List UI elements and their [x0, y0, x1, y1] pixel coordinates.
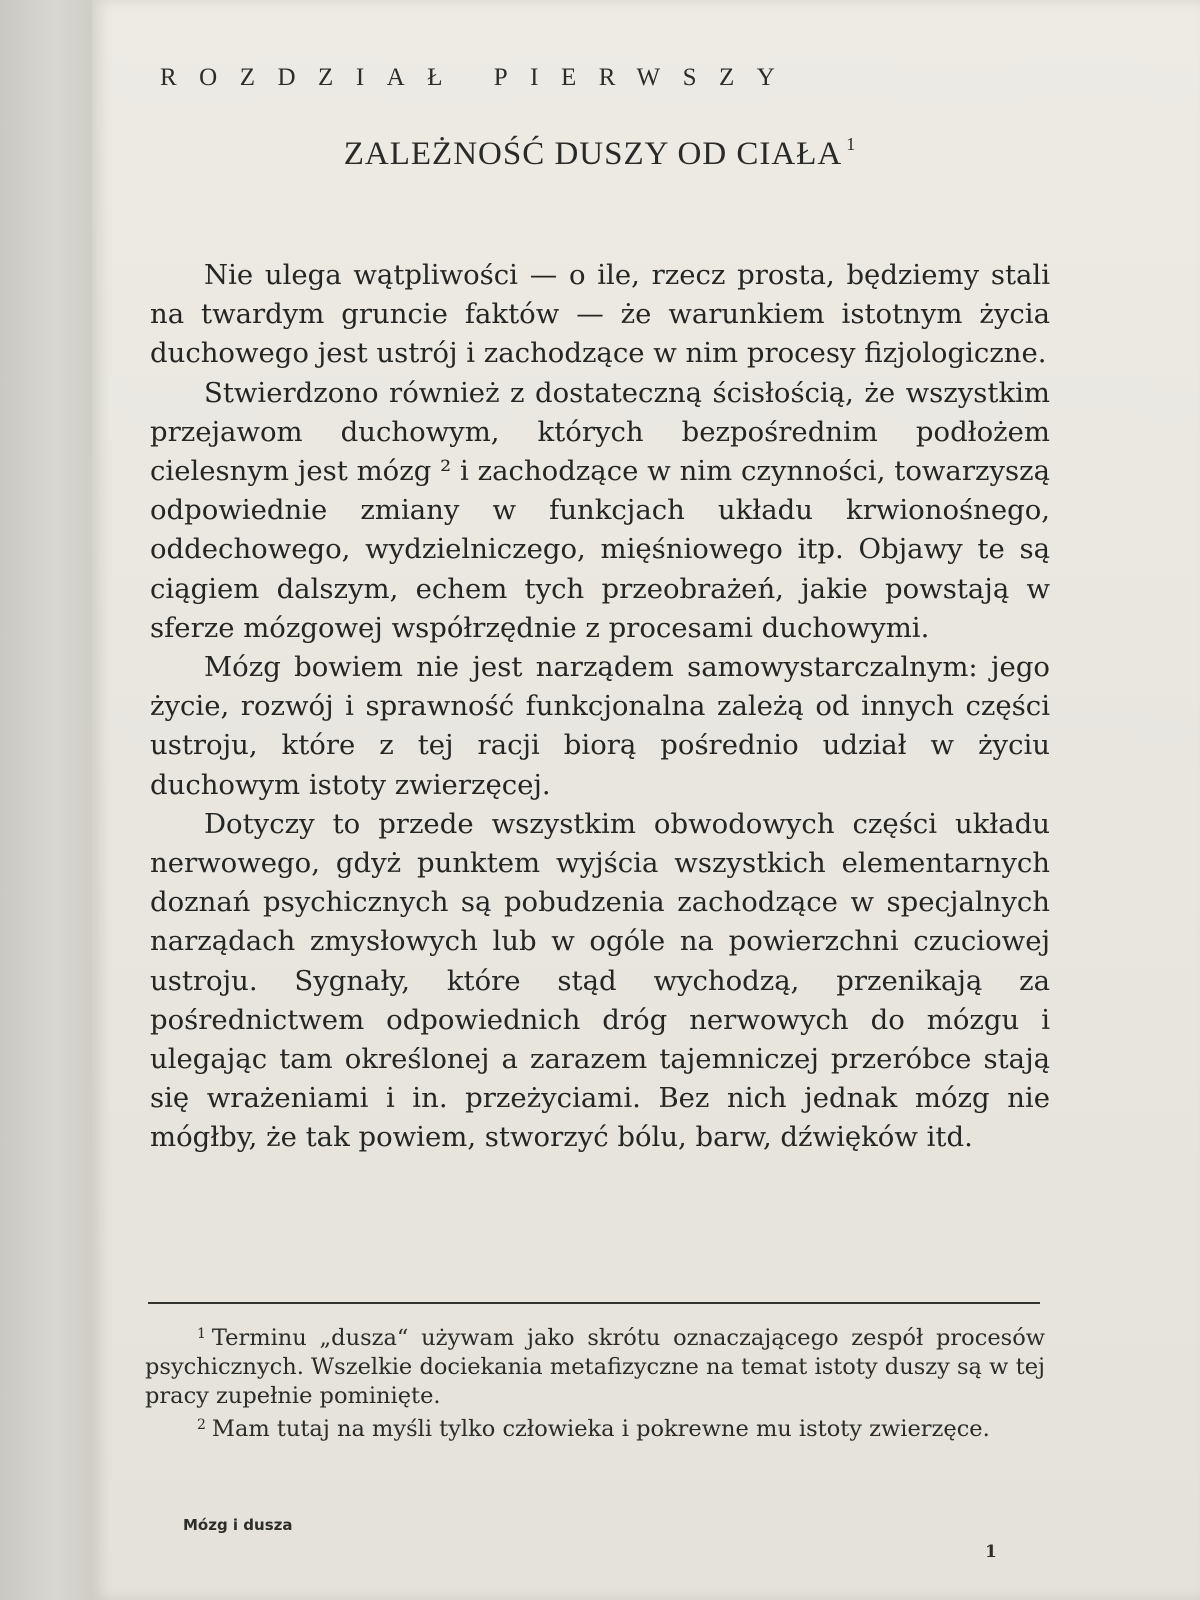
paragraph-2: Stwierdzono również z dostateczną ścisłością, że wszystkim przejawom duchowym, których bezpośrednim podłożem cielesnym jest mózg ² i zachodzące w nim czynności, towarzyszą odpowiednie zmiany w funkcjach układu krwionośnego, oddechowego, wydzielniczego, mięśniowego itp. Objawy te są ciągiem dalszym, echem tych przeobrażeń, jakie powstają w sferze mózgowej współrzędnie z procesami duchowymi. [150, 376, 1050, 644]
footnote-marker: 1 [197, 1326, 206, 1342]
footnote-text: Mam tutaj na myśli tylko człowieka i pokrewne mu istoty zwierzęce. [211, 1416, 990, 1442]
paragraph-3: Mózg bowiem nie jest narządem samowystarczalnym: jego życie, rozwój i sprawność funkcjonalna zależą od innych części ustroju, które z tej racji biorą pośrednio udział w życiu duchowym istoty zwierzęcej. [150, 651, 1050, 801]
chapter-label: ROZDZIAŁ PIERWSZY [160, 64, 798, 91]
footnotes [145, 1320, 1045, 1444]
footnote-2 [145, 1411, 1045, 1444]
paragraph-1: Nie ulega wątpliwości — o ile, rzecz prosta, będziemy stali na twardym gruncie faktów — że warunkiem istotnym życia duchowego jest ustrój i zachodzące w nim procesy fizjologiczne. [150, 259, 1050, 370]
book-gutter [0, 0, 92, 1600]
body-text [150, 256, 1050, 1158]
chapter-title [0, 134, 1200, 173]
chapter-title-text: ZALEŻNOŚĆ DUSZY OD CIAŁA [343, 136, 843, 172]
paragraph-4: Dotyczy to przede wszystkim obwodowych części układu nerwowego, gdyż punktem wyjścia wszystkich elementarnych doznań psychicznych są pobudzenia zachodzące w specjalnych narządach zmysłowych lub w ogóle na powierzchni czuciowej ustroju. Sygnały, które stąd wychodzą, przenikają za pośrednictwem odpowiednich dróg nerwowych do mózgu i ulegając tam określonej a zarazem tajemniczej przeróbce stają się wrażeniami i in. przeżyciami. Bez nich jednak mózg nie mógłby, że tak powiem, stworzyć bólu, barw, dźwięków itd. [150, 807, 1050, 1154]
footnote-text: Terminu „dusza“ używam jako skrótu oznaczającego zespół procesów psychicznych. Wszelkie dociekania metafizyczne na temat istoty duszy są w tej pracy zupełnie pominięte. [145, 1325, 1045, 1409]
title-footnote-marker: 1 [846, 134, 857, 154]
footnote-marker: 2 [197, 1417, 206, 1433]
footnote-1 [145, 1320, 1045, 1411]
footnote-divider [148, 1302, 1040, 1304]
page-number: 1 [985, 1542, 997, 1562]
printer-signature: Mózg i dusza [183, 1516, 293, 1534]
